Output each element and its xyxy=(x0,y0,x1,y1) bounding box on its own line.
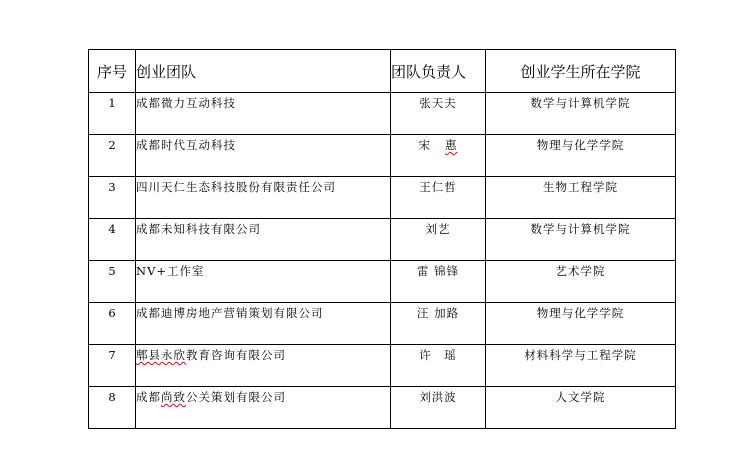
row-leader: 刘艺 xyxy=(391,219,486,261)
row-team: 成都微力互动科技 xyxy=(136,93,391,135)
row-index: 1 xyxy=(89,93,136,135)
team-name-flagged: 郫县永欣 xyxy=(136,348,186,362)
team-name-rest: 教育咨询有限公司 xyxy=(186,348,286,362)
row-school: 数学与计算机学院 xyxy=(486,219,676,261)
row-leader: 许 瑶 xyxy=(391,345,486,387)
row-index: 7 xyxy=(89,345,136,387)
row-leader: 雷 锦锋 xyxy=(391,261,486,303)
row-index: 8 xyxy=(89,387,136,429)
team-name-start: 成都 xyxy=(136,390,161,404)
header-leader: 团队负责人 xyxy=(391,50,486,93)
table-header-row xyxy=(89,50,676,93)
row-school: 材料科学与工程学院 xyxy=(486,345,676,387)
startup-teams-table xyxy=(88,49,676,429)
row-team: 成都迪博房地产营销策划有限公司 xyxy=(136,303,391,345)
row-leader: 汪 加路 xyxy=(391,303,486,345)
team-name-flagged: 尚致 xyxy=(161,390,186,404)
row-school: 生物工程学院 xyxy=(486,177,676,219)
row-school: 艺术学院 xyxy=(486,261,676,303)
header-school: 创业学生所在学院 xyxy=(486,50,676,93)
row-index: 4 xyxy=(89,219,136,261)
leader-surname: 宋 xyxy=(418,138,432,152)
table-row xyxy=(89,387,676,429)
table-row xyxy=(89,219,676,261)
row-leader: 张天夫 xyxy=(391,93,486,135)
row-school: 物理与化学学院 xyxy=(486,303,676,345)
header-index: 序号 xyxy=(89,50,136,93)
table-row xyxy=(89,177,676,219)
row-team: NV+工作室 xyxy=(136,261,391,303)
row-school: 物理与化学学院 xyxy=(486,135,676,177)
row-school: 数学与计算机学院 xyxy=(486,93,676,135)
row-team xyxy=(136,345,391,387)
row-leader: 王仁哲 xyxy=(391,177,486,219)
row-index: 6 xyxy=(89,303,136,345)
row-team: 四川天仁生态科技股份有限责任公司 xyxy=(136,177,391,219)
row-index: 3 xyxy=(89,177,136,219)
row-index: 2 xyxy=(89,135,136,177)
row-leader: 刘洪波 xyxy=(391,387,486,429)
table-row xyxy=(89,345,676,387)
table-row xyxy=(89,261,676,303)
team-name-rest: 公关策划有限公司 xyxy=(186,390,286,404)
row-team xyxy=(136,387,391,429)
row-leader xyxy=(391,135,486,177)
row-index: 5 xyxy=(89,261,136,303)
table-row xyxy=(89,303,676,345)
row-team: 成都未知科技有限公司 xyxy=(136,219,391,261)
row-school: 人文学院 xyxy=(486,387,676,429)
table-row xyxy=(89,93,676,135)
leader-given-name-flagged: 惠 xyxy=(444,138,458,152)
header-team: 创业团队 xyxy=(136,50,391,93)
table-row xyxy=(89,135,676,177)
row-team: 成都时代互动科技 xyxy=(136,135,391,177)
